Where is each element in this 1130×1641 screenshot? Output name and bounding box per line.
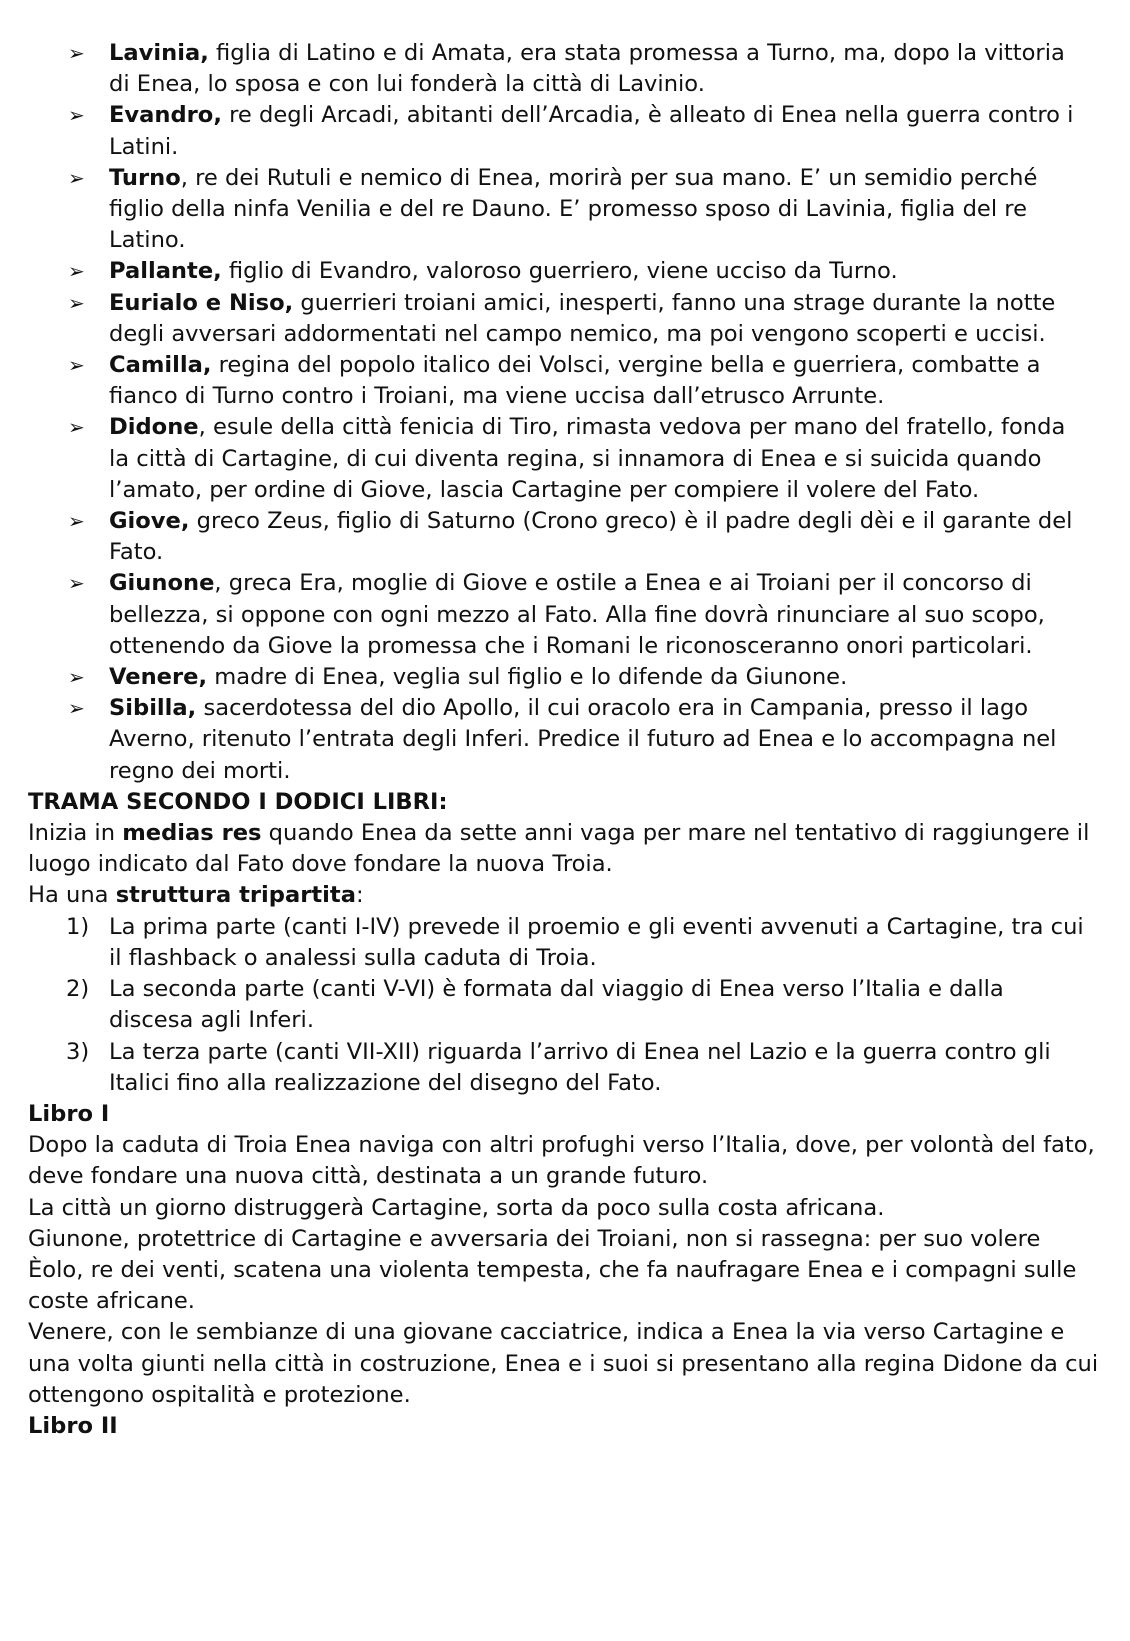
character-description: regina del popolo italico dei Volsci, vergine bella e guerriera, combatte a fianco di Turno contro i Troiani, ma viene uccisa dall’etrusco Arrunte. <box>109 352 1041 410</box>
list-item <box>28 568 1100 662</box>
structure-parts-list <box>28 912 1100 1099</box>
list-item <box>28 412 1100 506</box>
arrow-bullet-icon: ➢ <box>68 353 85 378</box>
arrow-bullet-icon: ➢ <box>68 696 85 721</box>
character-name: Evandro, <box>109 102 222 129</box>
character-description: , re dei Rutuli e nemico di Enea, morirà per sua mano. E’ un semidio perché figlio della ninfa Venilia e del re Dauno. E’ promesso sposo di Lavinia, figlia del re Latino. <box>109 164 1038 254</box>
list-item <box>28 38 1100 100</box>
character-name: Didone <box>109 414 199 441</box>
arrow-bullet-icon: ➢ <box>68 665 85 690</box>
list-item: 3) La terza parte (canti VII-XII) riguarda l’arrivo di Enea nel Lazio e la guerra contro gli Italici fino alla realizzazione del disegno del Fato. <box>66 1038 1051 1096</box>
list-item <box>28 256 1100 287</box>
book-1-title: Libro I <box>28 1100 110 1127</box>
character-name: Giunone <box>109 570 215 597</box>
book-2-title: Libro II <box>28 1412 118 1439</box>
book-1-paragraph: La città un giorno distruggerà Cartagine, sorta da poco sulla costa africana. <box>28 1194 885 1221</box>
character-description: , esule della città fenicia di Tiro, rimasta vedova per mano del fratello, fonda la città di Cartagine, di cui diventa regina, si innamora di Enea e si suicida quando l’amato, per ordine di Giove, lascia Cartagine per compiere il volere del Fato. <box>109 414 1066 503</box>
plot-heading: TRAMA SECONDO I DODICI LIBRI: <box>28 788 448 815</box>
arrow-bullet-icon: ➢ <box>68 415 85 440</box>
character-list <box>28 38 1100 787</box>
list-number: 2) <box>66 976 90 1003</box>
arrow-bullet-icon: ➢ <box>68 41 85 65</box>
structure-line: Ha una struttura tripartita: <box>28 882 364 909</box>
character-description: sacerdotessa del dio Apollo, il cui oracolo era in Campania, presso il lago Averno, ritenuto l’entrata degli Inferi. Predice il futuro ad Enea e lo accompagna nel regno dei morti. <box>109 695 1057 784</box>
book-1-paragraph: Dopo la caduta di Troia Enea naviga con altri profughi verso l’Italia, dove, per volontà del fato, deve fondare una nuova città, destinata a un grande futuro. <box>28 1132 1095 1190</box>
arrow-bullet-icon: ➢ <box>68 259 85 284</box>
character-description: figlio di Evandro, valoroso guerriero, viene ucciso da Turno. <box>221 258 898 285</box>
character-description: greco Zeus, figlio di Saturno (Crono greco) è il padre degli dèi e il garante del Fato. <box>109 508 1073 566</box>
list-item <box>28 693 1100 787</box>
list-item <box>28 100 1100 162</box>
character-name: Giove, <box>109 508 190 535</box>
list-item: 1) La prima parte (canti I-IV) prevede il proemio e gli eventi avvenuti a Cartagine, tra cui il flashback o analessi sulla caduta di Troia. <box>66 913 1084 971</box>
book-1-paragraph: Giunone, protettrice di Cartagine e avversaria dei Troiani, non si rassegna: per suo volere Èolo, re dei venti, scatena una violenta tempesta, che fa naufragare Enea e i compagni sulle coste africane. <box>28 1225 1077 1315</box>
list-item <box>28 288 1100 350</box>
character-name: Pallante, <box>109 258 222 285</box>
arrow-bullet-icon: ➢ <box>68 165 85 190</box>
list-item: 2) La seconda parte (canti V-VI) è formata dal viaggio di Enea verso l’Italia e dalla discesa agli Inferi. <box>66 976 1004 1034</box>
character-name: Sibilla, <box>109 695 197 722</box>
character-name: Venere, <box>109 664 208 691</box>
book-1-paragraph: Venere, con le sembianze di una giovane cacciatrice, indica a Enea la via verso Cartagine e una volta giunti nella città in costruzione, Enea e i suoi si presentano alla regina Didone da cui ottengono ospitalità e protezione. <box>28 1319 1099 1408</box>
character-name: Lavinia, <box>109 40 209 66</box>
character-description: figlia di Latino e di Amata, era stata promessa a Turno, ma, dopo la vittoria di Enea, lo sposa e con lui fonderà la città di Lavinio. <box>109 40 1065 98</box>
character-name: Turno <box>109 164 181 191</box>
arrow-bullet-icon: ➢ <box>68 571 85 596</box>
list-item <box>28 350 1100 412</box>
arrow-bullet-icon: ➢ <box>68 290 85 315</box>
character-description: guerrieri troiani amici, inesperti, fanno una strage durante la notte degli avversari addormentati nel campo nemico, ma poi vengono scoperti e uccisi. <box>109 289 1056 347</box>
list-item <box>28 662 1100 693</box>
character-name: Camilla, <box>109 352 212 379</box>
list-number: 1) <box>66 913 90 940</box>
list-item <box>28 506 1100 568</box>
character-description: madre di Enea, veglia sul figlio e lo difende da Giunone. <box>207 664 848 691</box>
character-description: re degli Arcadi, abitanti dell’Arcadia, è alleato di Enea nella guerra contro i Latini. <box>109 102 1074 160</box>
character-name: Eurialo e Niso, <box>109 289 294 316</box>
intro-paragraph: Inizia in medias res quando Enea da sette anni vaga per mare nel tentativo di raggiungere il luogo indicato dal Fato dove fondare la nuova Troia. <box>28 820 1090 878</box>
arrow-bullet-icon: ➢ <box>68 103 85 128</box>
list-item <box>28 163 1100 257</box>
list-number: 3) <box>66 1038 90 1065</box>
character-description: , greca Era, moglie di Giove e ostile a Enea e ai Troiani per il concorso di bellezza, si oppone con ogni mezzo al Fato. Alla fine dovrà rinunciare al suo scopo, ottenendo da Giove la promessa che i Romani le riconosceranno onori particolari. <box>109 570 1045 659</box>
arrow-bullet-icon: ➢ <box>68 509 85 534</box>
